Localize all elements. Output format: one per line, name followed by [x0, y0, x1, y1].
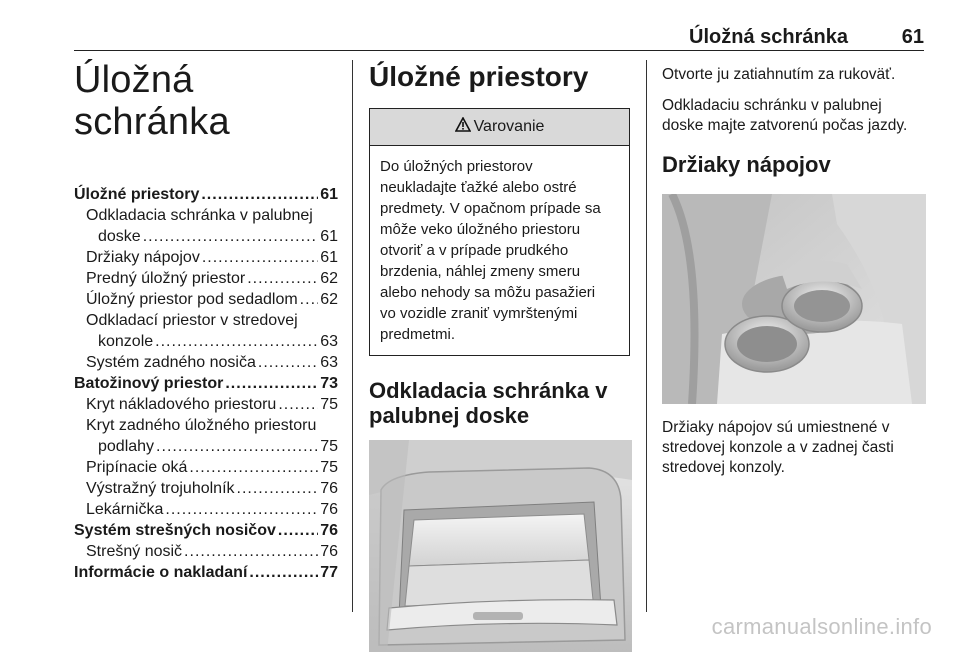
toc-page-number: 63 — [320, 332, 338, 350]
closed-instruction — [662, 96, 926, 136]
toc-leader-dots — [278, 520, 318, 541]
warning-triangle-icon — [455, 117, 471, 137]
toc-entry[interactable] — [74, 247, 338, 268]
toc-entry[interactable] — [74, 415, 338, 436]
toc-page-number: 62 — [320, 269, 338, 287]
page-number: 61 — [901, 26, 924, 48]
toc-entry[interactable] — [74, 541, 338, 562]
toc-chapter-entry[interactable] — [74, 562, 338, 583]
toc-leader-dots — [143, 226, 319, 247]
toc-entry-label: konzole — [98, 332, 154, 350]
caption-line: stredovej konzole a v zadnej časti — [662, 439, 894, 456]
subtitle-line: palubnej doske — [369, 402, 530, 428]
toc-entry[interactable] — [74, 289, 338, 310]
cupholders-subtitle: Držiaky nápojov — [662, 152, 831, 177]
toc-entry-label: Pripínacie oká — [86, 458, 188, 476]
toc-leader-dots — [184, 541, 318, 562]
middle-column — [369, 60, 632, 652]
warning-line: brzdenia, náhlej zmeny smeru — [380, 262, 581, 280]
toc-entry-label: Úložný priestor pod sedadlom — [86, 290, 298, 308]
subtitle-line: Odkladacia schránka v — [369, 377, 608, 403]
toc-entry-label: doske — [98, 227, 141, 245]
toc-entry[interactable] — [74, 499, 338, 520]
toc-entry-label: Odkladací priestor v stredovej — [86, 311, 298, 329]
toc-leader-dots — [258, 352, 318, 373]
toc-entry-label: Kryt zadného úložného priestoru — [86, 416, 317, 434]
warning-line: predmety. V opačnom prípade sa — [380, 199, 601, 217]
toc-entry-label: Systém zadného nosiča — [86, 353, 256, 371]
warning-line: Do úložných priestorov — [380, 157, 533, 175]
toc-entry-label: Batožinový priestor — [74, 374, 224, 392]
toc-page-number: 75 — [320, 458, 338, 476]
toc-entry[interactable] — [74, 310, 338, 331]
watermark: carmanualsonline.info — [711, 614, 932, 639]
right-column — [662, 60, 926, 478]
toc-entry-label: Úložné priestory — [74, 185, 200, 203]
toc-leader-dots — [247, 268, 318, 289]
warning-line: môže veko úložného priestoru — [380, 220, 581, 238]
warning-label: Varovanie — [473, 117, 545, 135]
toc-page-number: 61 — [320, 227, 338, 245]
toc-leader-dots — [278, 394, 318, 415]
column-divider-right — [646, 60, 647, 612]
caption-line: stredovej konzoly. — [662, 459, 785, 476]
header-rule — [74, 50, 924, 51]
column-divider-left — [352, 60, 353, 612]
toc-entry-label: Lekárnička — [86, 500, 164, 518]
toc-entry[interactable] — [74, 226, 338, 247]
toc-entry[interactable] — [74, 436, 338, 457]
toc-page-number: 62 — [320, 290, 338, 308]
page-header — [0, 0, 960, 52]
toc-page-number: 76 — [320, 521, 338, 539]
toc-chapter-entry[interactable] — [74, 373, 338, 394]
toc-page-number: 75 — [320, 395, 338, 413]
toc-entry-label: Predný úložný priestor — [86, 269, 246, 287]
toc-entry-label: Systém strešných nosičov — [74, 521, 276, 539]
toc-entry-label: Informácie o nakladaní — [74, 563, 248, 581]
cupholders-photo — [662, 194, 926, 404]
toc-leader-dots — [237, 478, 319, 499]
warning-line: otvoriť a v prípade prudkého — [380, 241, 569, 259]
para-line: doske majte zatvorenú počas jazdy. — [662, 117, 908, 134]
open-instruction: Otvorte ju zatiahnutím za rukoväť. — [662, 66, 896, 83]
warning-text — [370, 146, 629, 355]
toc-entry[interactable] — [74, 394, 338, 415]
table-of-contents — [74, 184, 338, 583]
toc-page-number: 77 — [320, 563, 338, 581]
warning-line: vo vozidle zraniť vymrštenými — [380, 304, 578, 322]
toc-leader-dots — [165, 499, 318, 520]
toc-leader-dots — [300, 289, 319, 310]
para-line: Odkladaciu schránku v palubnej — [662, 97, 882, 114]
toc-page-number: 76 — [320, 479, 338, 497]
toc-leader-dots — [225, 373, 318, 394]
toc-entry-label: Výstražný trojuholník — [86, 479, 235, 497]
toc-chapter-entry[interactable] — [74, 184, 338, 205]
toc-entry[interactable] — [74, 352, 338, 373]
cupholders-caption — [662, 418, 926, 478]
chapter-title: Úložná schránka — [74, 59, 230, 143]
toc-entry[interactable] — [74, 331, 338, 352]
toc-leader-dots — [155, 331, 318, 352]
toc-entry-label: podlahy — [98, 437, 155, 455]
toc-entry-label: Odkladacia schránka v palubnej — [86, 206, 313, 224]
toc-chapter-entry[interactable] — [74, 520, 338, 541]
toc-entry-label: Strešný nosič — [86, 542, 183, 560]
warning-line: alebo nehody sa môžu pasažieri — [380, 283, 596, 301]
toc-page-number: 63 — [320, 353, 338, 371]
caption-line: Držiaky nápojov sú umiestnené v — [662, 419, 890, 436]
toc-leader-dots — [156, 436, 318, 457]
warning-line: predmetmi. — [380, 325, 456, 343]
running-header-title: Úložná schránka — [689, 26, 848, 48]
toc-leader-dots — [202, 247, 318, 268]
toc-page-number: 76 — [320, 542, 338, 560]
warning-header — [370, 109, 629, 146]
toc-page-number: 76 — [320, 500, 338, 518]
toc-entry[interactable] — [74, 478, 338, 499]
warning-line: neukladajte ťažké alebo ostré — [380, 178, 577, 196]
warning-box — [369, 108, 630, 356]
toc-entry[interactable] — [74, 205, 338, 226]
toc-page-number: 75 — [320, 437, 338, 455]
toc-leader-dots — [189, 457, 318, 478]
toc-page-number: 73 — [320, 374, 338, 392]
toc-entry-label: Držiaky nápojov — [86, 248, 200, 266]
glovebox-subtitle — [369, 378, 632, 428]
toc-page-number: 61 — [320, 185, 338, 203]
toc-column — [74, 60, 338, 583]
glovebox-photo — [369, 440, 632, 652]
section-title: Úložné priestory — [369, 61, 589, 92]
toc-entry[interactable] — [74, 268, 338, 289]
toc-page-number: 61 — [320, 248, 338, 266]
toc-leader-dots — [201, 184, 318, 205]
toc-entry[interactable] — [74, 457, 338, 478]
toc-entry-label: Kryt nákladového priestoru — [86, 395, 277, 413]
toc-leader-dots — [249, 562, 318, 583]
